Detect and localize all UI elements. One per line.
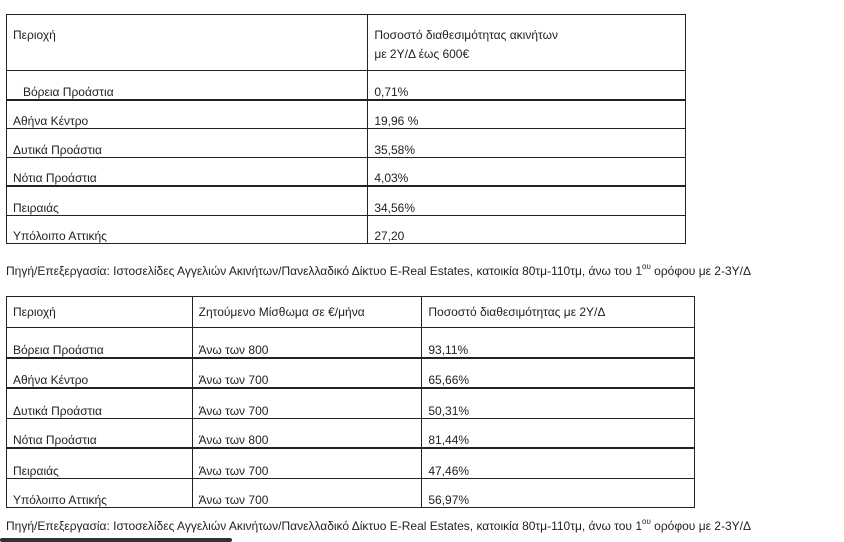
- value-cell: 27,20: [368, 215, 686, 244]
- table-row: [7, 186, 686, 215]
- value-cell: 0,71%: [368, 71, 686, 100]
- header-availability: Ποσοστό διαθεσιμότητας με 2Υ/Δ: [422, 297, 695, 328]
- table-row: [7, 418, 695, 448]
- region-cell: Νότια Προάστια: [7, 418, 193, 448]
- region-cell: Βόρεια Προάστια: [7, 71, 368, 100]
- caption-text: Πηγή/Επεξεργασία: Ιστοσελίδες Αγγελιών Ακινήτων/Πανελλαδικό Δίκτυο E-Real Estates, κατοικία 80τμ-110τμ, άνω του 1: [6, 264, 642, 278]
- table-row: [7, 215, 686, 244]
- rent-cell: Άνω των 700: [192, 388, 422, 418]
- header-rent: Ζητούμενο Μίσθωμα σε €/μήνα: [192, 297, 422, 328]
- value-cell: 56,97%: [422, 478, 695, 508]
- table-row: [7, 71, 686, 100]
- rent-cell: Άνω των 700: [192, 478, 422, 508]
- value-cell: 93,11%: [422, 328, 695, 358]
- region-cell: Υπόλοιπο Αττικής: [7, 478, 193, 508]
- value-cell: 35,58%: [368, 129, 686, 158]
- rent-cell: Άνω των 800: [192, 418, 422, 448]
- table-row: [7, 358, 695, 389]
- header-region: Περιοχή: [7, 297, 193, 328]
- value-cell: 47,46%: [422, 448, 695, 478]
- region-cell: Υπόλοιπο Αττικής: [7, 215, 368, 244]
- table-header-row: [7, 15, 686, 71]
- region-cell: Δυτικά Προάστια: [7, 129, 368, 158]
- table-row: [7, 328, 695, 358]
- value-cell: 34,56%: [368, 186, 686, 215]
- region-cell: Αθήνα Κέντρο: [7, 358, 193, 389]
- table-row: [7, 157, 686, 186]
- table-row: [7, 100, 686, 129]
- rent-cell: Άνω των 800: [192, 328, 422, 358]
- horizontal-scrollbar[interactable]: [0, 538, 232, 542]
- value-cell: 19,96 %: [368, 100, 686, 129]
- value-cell: 81,44%: [422, 418, 695, 448]
- table-row: [7, 478, 695, 508]
- header-region: Περιοχή: [7, 15, 368, 71]
- header-availability: [368, 15, 686, 71]
- table-row: [7, 388, 695, 418]
- region-cell: Βόρεια Προάστια: [7, 328, 193, 358]
- caption-tail: ορόφου με 2-3Υ/Δ: [650, 519, 751, 533]
- source-caption: [6, 263, 751, 278]
- value-cell: 65,66%: [422, 358, 695, 389]
- table-row: [7, 448, 695, 478]
- table-header-row: [7, 297, 695, 328]
- caption-text: Πηγή/Επεξεργασία: Ιστοσελίδες Αγγελιών Ακινήτων/Πανελλαδικό Δίκτυο E-Real Estates, κατοικία 80τμ-110τμ, άνω του 1: [6, 519, 642, 533]
- caption-tail: ορόφου με 2-3Υ/Δ: [650, 264, 751, 278]
- caption-superscript: ου: [642, 517, 651, 526]
- region-cell: Αθήνα Κέντρο: [7, 100, 368, 129]
- value-cell: 50,31%: [422, 388, 695, 418]
- rent-cell: Άνω των 700: [192, 448, 422, 478]
- table-row: [7, 129, 686, 158]
- source-caption: [6, 518, 751, 533]
- region-cell: Πειραιάς: [7, 186, 368, 215]
- region-cell: Δυτικά Προάστια: [7, 388, 193, 418]
- caption-superscript: ου: [642, 262, 651, 271]
- header-availability-line2: με 2Υ/Δ έως 600€: [374, 47, 470, 61]
- header-availability-line1: Ποσοστό διαθεσιμότητας ακινήτων: [374, 28, 558, 42]
- region-cell: Πειραιάς: [7, 448, 193, 478]
- rent-cell: Άνω των 700: [192, 358, 422, 389]
- value-cell: 4,03%: [368, 157, 686, 186]
- availability-table-600: [6, 14, 686, 244]
- rent-availability-table: [6, 296, 695, 508]
- region-cell: Νότια Προάστια: [7, 157, 368, 186]
